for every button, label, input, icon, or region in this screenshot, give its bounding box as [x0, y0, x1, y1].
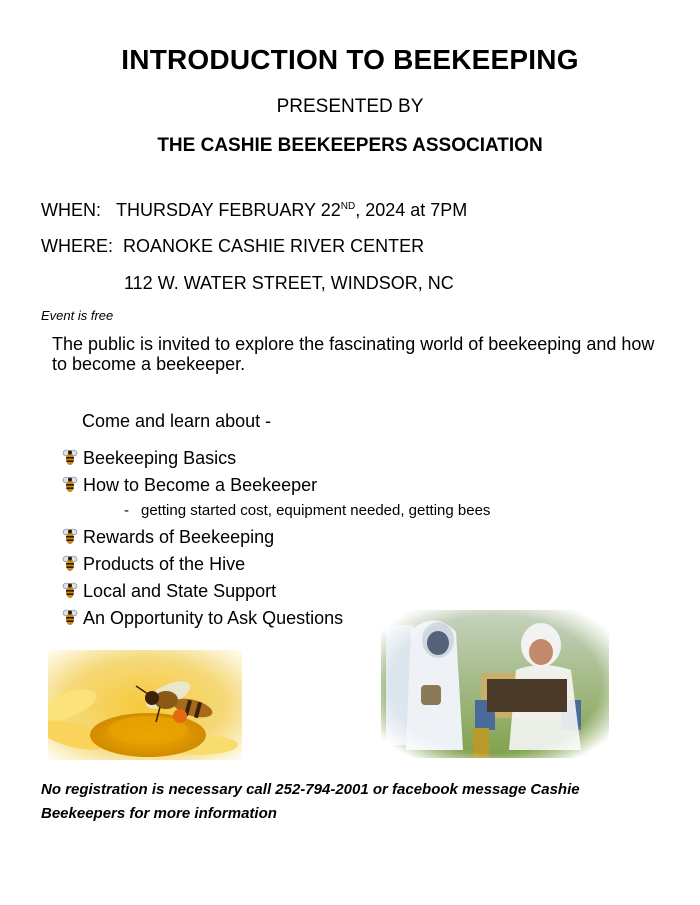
bee-on-flower-photo: [48, 650, 242, 760]
presented-by: PRESENTED BY: [276, 96, 424, 117]
topic-label: How to Become a Beekeeper: [83, 475, 318, 495]
bee-icon: [60, 580, 80, 600]
where-line: [41, 236, 424, 257]
event-note: Event is free: [41, 308, 114, 323]
topic-label: Rewards of Beekeeping: [83, 527, 275, 547]
beekeepers-photo: [381, 610, 609, 758]
list-item: [60, 579, 276, 603]
learn-heading: Come and learn about -: [82, 411, 272, 431]
intro-paragraph: The public is invited to explore the fascinating world of beekeeping and how to become a beekeeper.: [52, 334, 655, 374]
subtopic-line: [124, 502, 490, 519]
where-label: WHERE:: [41, 236, 113, 256]
topic-label: An Opportunity to Ask Questions: [83, 608, 344, 628]
when-rest: , 2024 at 7PM: [355, 200, 468, 220]
bee-icon: [60, 553, 80, 573]
list-item: [60, 552, 245, 576]
registration-note: No registration is necessary call 252-794-2001 or facebook message Cashie Beekeepers for more information: [41, 781, 580, 822]
association-name: THE CASHIE BEEKEEPERS ASSOCIATION: [157, 135, 543, 156]
when-label: WHEN:: [41, 200, 101, 220]
bee-icon: [60, 526, 80, 546]
when-date: THURSDAY FEBRUARY 22: [116, 200, 341, 220]
page-title: INTRODUCTION TO BEEKEEPING: [121, 44, 579, 75]
where-address: 112 W. WATER STREET, WINDSOR, NC: [124, 273, 454, 293]
topic-label: Local and State Support: [83, 581, 277, 601]
list-item: [60, 606, 343, 630]
subtopic-dash: -: [124, 502, 129, 519]
where-venue: ROANOKE CASHIE RIVER CENTER: [123, 236, 425, 256]
when-date-suffix: ND: [340, 201, 356, 212]
subtopic-text: getting started cost, equipment needed, getting bees: [141, 502, 491, 519]
topic-label: Products of the Hive: [83, 554, 246, 574]
bee-icon: [60, 474, 80, 494]
topic-label: Beekeeping Basics: [83, 448, 237, 468]
bee-icon: [60, 447, 80, 467]
list-item: [60, 446, 236, 470]
when-line: [41, 200, 467, 221]
list-item: [60, 473, 317, 497]
list-item: [60, 525, 274, 549]
bee-icon: [60, 607, 80, 627]
